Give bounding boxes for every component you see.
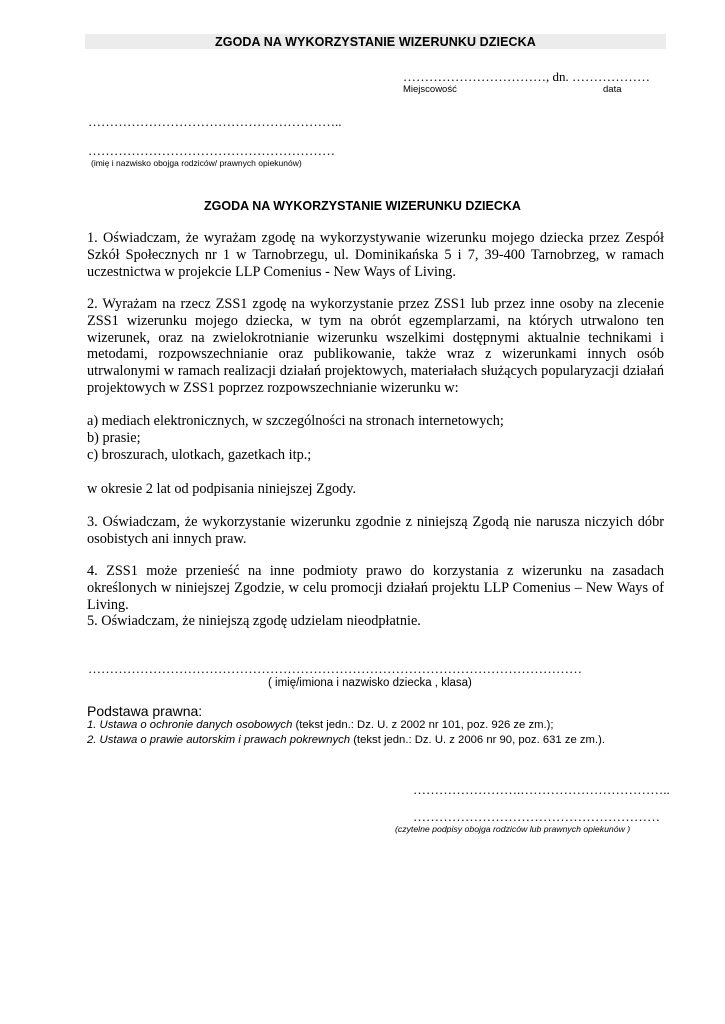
section-title: ZGODA NA WYKORZYSTANIE WIZERUNKU DZIECKA: [204, 199, 521, 213]
page-title: ZGODA NA WYKORZYSTANIE WIZERUNKU DZIECKA: [215, 35, 536, 49]
legal-heading: Podstawa prawna:: [87, 703, 203, 719]
parents-line-2: …………………………………………………: [88, 143, 335, 158]
place-date-line: ……………………………, dn. ………………: [403, 69, 650, 84]
child-caption: ( imię/imiona i nazwisko dziecka , klasa): [268, 677, 472, 689]
parents-line-1: …………………………………………………..: [88, 114, 342, 129]
signature-line-2: …………………………………………………: [413, 809, 660, 824]
parents-caption: (imię i nazwisko obojga rodziców/ prawnych opiekunów): [91, 158, 302, 168]
point-1: [87, 230, 664, 280]
point-2-text: 2. Wyrażam na rzecz ZSS1 zgodę na wykorzystanie przez ZSS1 lub przez inne osoby na zlecenie ZSS1 wizerunku mojego dziecka, w tym na obrót egzemplarzami, na których utrwalono ten wizerunek, oraz na zwielokrotnianie wizerunku wszelkimi dostępnymi aktualnie technikami i metodami, rozpowszechnianie oraz publikowanie, także wraz z wizerunkami innych osób utrwalonymi w ramach realizacji działań projektowych, materiałach służących popularyzacji działań projektowych w ZSS1 poprzez rozpowszechnianie wizerunku w:: [87, 296, 664, 396]
point-4-text: 4. ZSS1 może przenieść na inne podmioty prawo do korzystania z wizerunku na zasadach określonych w niniejszej Zgodzie, w celu promocji działań projektu LLP Comenius – New Ways of Living.: [87, 563, 664, 613]
legal-item-2: [87, 734, 605, 746]
signatures-caption: (czytelne podpisy obojga rodziców lub prawnych opiekunów ): [395, 824, 631, 834]
media-item-c: c) broszurach, ulotkach, gazetkach itp.;: [87, 447, 312, 463]
law-1-title: 1. Ustawa o ochronie danych osobowych: [87, 719, 293, 731]
point-1-text: 1. Oświadczam, że wyrażam zgodę na wykorzystywanie wizerunku mojego dziecka przez Zespół Szkół Społecznych nr 1 w Tarnobrzegu, ul. Dominikańska 5 i 7, 39-400 Tarnobrzeg, w ramach uczestnictwa w projekcie LLP Comenius - New Ways of Living.: [87, 230, 664, 280]
legal-item-1: [87, 719, 554, 731]
media-item-b: b) prasie;: [87, 430, 141, 446]
media-item-a: a) mediach elektronicznych, w szczególności na stronach internetowych;: [87, 413, 504, 429]
signature-line-1: …………………….……………………………..: [413, 782, 670, 797]
law-1-ref: (tekst jedn.: Dz. U. z 2002 nr 101, poz. 926 ze zm.);: [292, 719, 554, 731]
place-label: Miejscowość: [403, 84, 457, 95]
law-2-title: 2. Ustawa o prawie autorskim i prawach pokrewnych: [87, 734, 351, 746]
point-4: [87, 563, 664, 613]
child-name-line: ……………………………………………………………………………………………………: [88, 661, 582, 676]
date-label: data: [603, 84, 622, 95]
point-3-text: 3. Oświadczam, że wykorzystanie wizerunku zgodnie z niniejszą Zgodą nie narusza niczyich dóbr osobistych ani innych praw.: [87, 514, 664, 547]
period-text: w okresie 2 lat od podpisania niniejszej Zgody.: [87, 481, 357, 497]
point-3: [87, 514, 664, 548]
point-5: 5. Oświadczam, że niniejszą zgodę udzielam nieodpłatnie.: [87, 613, 421, 629]
law-2-ref: (tekst jedn.: Dz. U. z 2006 nr 90, poz. 631 ze zm.).: [350, 734, 605, 746]
point-2: [87, 296, 664, 397]
